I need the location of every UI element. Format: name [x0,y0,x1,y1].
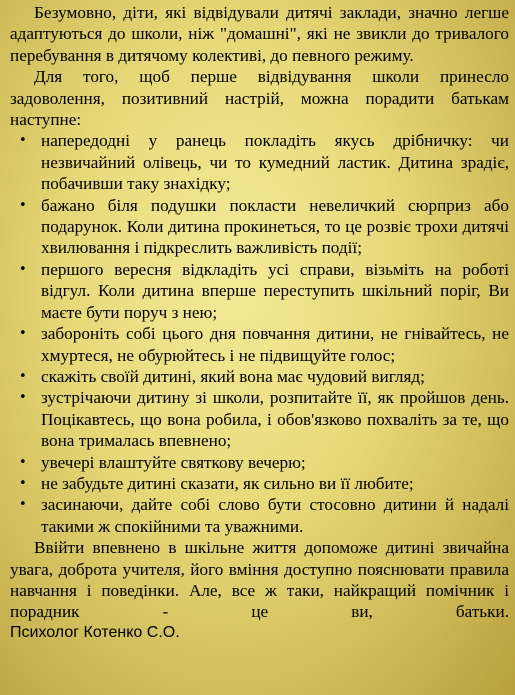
list-item [10,323,509,366]
list-item-text: бажано біля подушки покласти невеличкий сюрприз або подарунок. Коли дитина прокинеться, то це розвіє трохи дитячі хвилювання і підкреслить важливість події; [41,195,509,258]
bullet-icon: • [19,475,27,491]
closing-paragraph: Ввійти впевнено в шкільне життя допоможе дитині звичайна увага, доброта учителя, його вміння доступно пояснювати правила навчання і поведінки. Але, все ж таки, найкращий помічник і порадник - це ви, батьки. [10,538,509,622]
list-item [10,130,509,194]
list-item [10,473,509,494]
list-item [10,452,509,473]
bullet-icon: • [19,454,27,470]
lead-paragraph: Для того, щоб перше відвідування школи принесло задоволення, позитивний настрій, можна порадити батькам наступне: [10,67,509,130]
list-item-text: засинаючи, дайте собі слово бути стосовно дитини й надалі такими ж спокійними та уважними. [41,495,509,536]
list-item-text: зустрічаючи дитину зі школи, розпитайте її, як пройшов день. Поцікавтесь, що вона робила, і обов'язково похваліть за те, що вона трималась впевнено; [41,388,509,451]
list-item-text: напередодні у ранець покладіть якусь дрібничку: чи незвичайний олівець, чи то кумедний ластик. Дитина зрадіє, побачивши таку знахідку; [41,131,509,194]
list-item-text: не забудьте дитині сказати, як сильно ви її любите; [41,473,414,493]
bullet-icon: • [19,133,27,149]
bullet-icon: • [19,197,27,213]
list-item-text: увечері влаштуйте святкову вечерю; [41,452,306,472]
list-item [10,366,509,387]
intro-paragraph: Безумовно, діти, які відвідували дитячі заклади, значно легше адаптуються до школи, ніж "домашні", які не звикли до тривалого перебування в дитячому колективі, до певного режиму. [10,3,509,65]
list-item [10,259,509,323]
bullet-icon: • [19,326,27,342]
bullet-icon: • [19,368,27,384]
list-item [10,494,509,537]
list-item [10,195,509,259]
bullet-icon: • [19,390,27,406]
bullet-icon: • [19,497,27,513]
list-item [10,387,509,451]
list-item-text: першого вересня відкладіть усі справи, візьміть на роботі відгул. Коли дитина вперше переступить шкільний поріг, Ви маєте бути поруч з нею; [41,259,509,322]
bullet-icon: • [19,261,27,277]
list-item-text: забороніть собі цього дня повчання дитини, не гнівайтесь, не хмуртеся, не обурюйтесь і не підвищуйте голос; [41,324,509,365]
signature: Психолог Котенко С.О. [10,623,180,641]
list-item-text: скажіть своїй дитині, який вона має чудовий вигляд; [41,366,425,386]
tips-list [10,130,509,537]
